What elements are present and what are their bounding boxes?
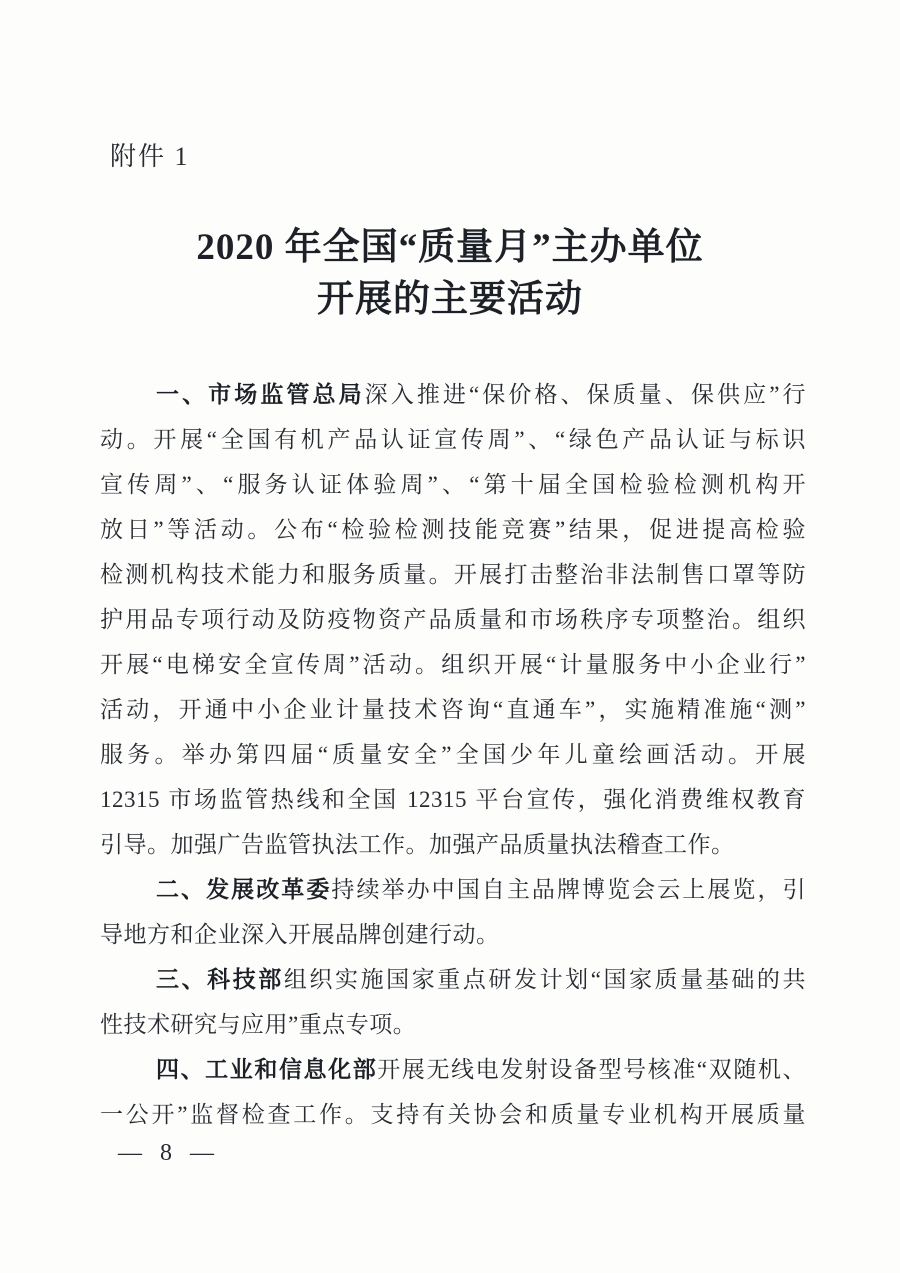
paragraph-text: 性技术研究与应用”重点专项。 (100, 1012, 417, 1037)
paragraph-text: 一公开”监督检查工作。支持有关协会和质量专业机构开展质量 (100, 1102, 806, 1127)
paragraph-lead-bold: 一、市场监管总局 (156, 381, 365, 407)
body-line (100, 417, 806, 462)
page-number: — 8 — (118, 1140, 220, 1166)
document-body (100, 372, 806, 1137)
body-line (100, 642, 806, 687)
paragraph-text: 深入推进“保价格、保质量、保供应”行 (364, 382, 806, 407)
paragraph-text: 导地方和企业深入开展品牌创建行动。 (100, 922, 500, 947)
paragraph-text: 检测机构技术能力和服务质量。开展打击整治非法制售口罩等防 (100, 562, 806, 587)
paragraph-lead-bold: 三、科技部 (156, 966, 284, 992)
body-line (100, 822, 806, 867)
body-line (100, 552, 806, 597)
body-line (100, 507, 806, 552)
paragraph-text: 开展“电梯安全宣传周”活动。组织开展“计量服务中小企业行” (100, 652, 806, 677)
body-line (100, 912, 806, 957)
body-line (100, 597, 806, 642)
body-line (100, 687, 806, 732)
paragraph-text: 动。开展“全国有机产品认证宣传周”、“绿色产品认证与标识 (100, 427, 806, 452)
body-line (100, 957, 806, 1002)
paragraph-text: 服务。举办第四届“质量安全”全国少年儿童绘画活动。开展 (100, 742, 806, 767)
body-line (100, 867, 806, 912)
paragraph-lead-bold: 二、发展改革委 (156, 876, 332, 902)
paragraph-text: 持续举办中国自主品牌博览会云上展览，引 (331, 877, 806, 902)
body-line (100, 777, 806, 822)
paragraph-lead-bold: 四、工业和信息化部 (156, 1056, 378, 1082)
body-line (100, 372, 806, 417)
paragraph-text: 活动，开通中小企业计量技术咨询“直通车”，实施精准施“测” (100, 697, 806, 722)
paragraph-text: 引导。加强广告监管执法工作。加强产品质量执法稽查工作。 (100, 832, 735, 857)
body-line (100, 1047, 806, 1092)
paragraph-text: 护用品专项行动及防疫物资产品质量和市场秩序专项整治。组织 (100, 607, 806, 632)
paragraph-text: 开展无线电发射设备型号核准“双随机、 (377, 1057, 806, 1082)
paragraph-text: 组织实施国家重点研发计划“国家质量基础的共 (283, 967, 806, 992)
body-line (100, 1002, 806, 1047)
attachment-label: 附件 1 (110, 142, 190, 171)
paragraph-text: 12315 市场监管热线和全国 12315 平台宣传，强化消费维权教育 (100, 787, 806, 812)
paragraph-text: 放日”等活动。公布“检验检测技能竞赛”结果，促进提高检验 (100, 517, 806, 542)
body-line (100, 732, 806, 777)
body-line (100, 1092, 806, 1137)
title-line-1: 2020 年全国“质量月”主办单位 (196, 227, 704, 268)
document-title (0, 222, 900, 326)
paragraph-text: 宣传周”、“服务认证体验周”、“第十届全国检验检测机构开 (100, 472, 806, 497)
title-line-2: 开展的主要活动 (317, 279, 583, 320)
body-line (100, 462, 806, 507)
